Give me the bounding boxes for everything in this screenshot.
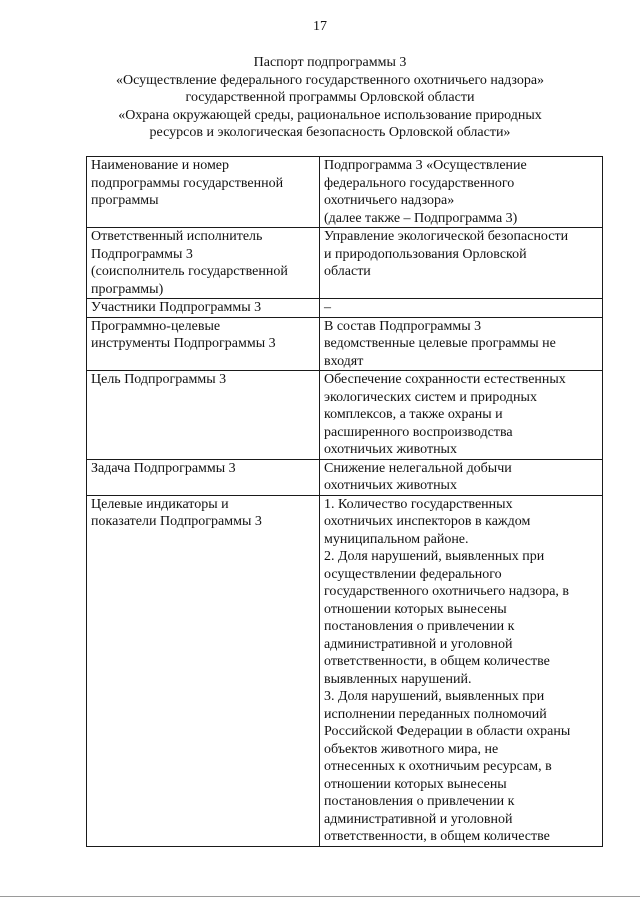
title-line: ресурсов и экологическая безопасность Орловской области» [149, 125, 511, 140]
row-value-line: ведомственные целевые программы не [324, 336, 556, 351]
row-label-line: подпрограммы государственной [91, 175, 284, 191]
row-value-cell [320, 495, 603, 846]
row-value-cell [320, 157, 603, 228]
row-value-line: федерального государственного [324, 175, 515, 191]
row-value-line: Российской Федерации в области охраны [324, 724, 571, 739]
row-value-line: 1. Количество государственных [324, 496, 513, 512]
table-row [87, 157, 603, 228]
row-value-line: выявленных нарушений. [324, 671, 472, 687]
row-value-line: административной и уголовной [324, 811, 513, 827]
row-value-line: Подпрограмма 3 «Осуществление [324, 158, 527, 173]
table-row [87, 495, 603, 846]
row-value-line: административной и уголовной [324, 636, 513, 652]
row-value-line: постановления о привлечении к [324, 794, 515, 809]
row-value-line: 3. Доля нарушений, выявленных при [324, 689, 545, 704]
row-label-line: показатели Подпрограммы 3 [91, 514, 262, 529]
title-line: «Осуществление федерального государственного охотничьего надзора» [115, 72, 545, 88]
row-value-line: объектов животного мира, не [324, 741, 499, 757]
row-label-line: Целевые индикаторы и [91, 496, 229, 512]
row-value-cell [320, 228, 603, 299]
row-value-line: экологических систем и природных [324, 389, 537, 405]
row-value-line: расширенного воспроизводства [324, 424, 513, 440]
title-line: государственной программы Орловской области [185, 90, 475, 105]
row-label-line: программы [91, 193, 159, 208]
row-value-line: постановления о привлечении к [324, 619, 515, 634]
passport-table-body [87, 157, 603, 847]
table-row [87, 459, 603, 495]
row-value-line: Снижение нелегальной добычи [324, 460, 512, 476]
row-value-line: охотничьих животных [324, 478, 457, 493]
page-bottom-edge [0, 896, 640, 897]
row-value-line: ответственности, в общем количестве [324, 829, 550, 844]
row-value-line: охотничьих животных [324, 442, 457, 457]
row-label-line: инструменты Подпрограммы 3 [91, 336, 276, 351]
row-value-line: В состав Подпрограммы 3 [324, 318, 482, 334]
row-value-line: ответственности, в общем количестве [324, 654, 550, 669]
row-value-line: комплексов, а также охраны и [324, 407, 503, 422]
table-row [87, 317, 603, 371]
row-label-cell [87, 157, 320, 228]
row-value-line: 2. Доля нарушений, выявленных при [324, 549, 545, 564]
row-value-line: исполнении переданных полномочий [324, 706, 547, 722]
row-value-line: муниципальном районе. [324, 531, 469, 547]
row-value-line: осуществлении федерального [324, 566, 502, 582]
table-row [87, 228, 603, 299]
row-value-line: Обеспечение сохранности естественных [324, 372, 566, 387]
row-label-line: Участники Подпрограммы 3 [91, 300, 262, 315]
row-value-cell [320, 371, 603, 460]
row-value-line: входят [324, 353, 364, 369]
row-value-line: (далее также – Подпрограмма 3) [324, 210, 518, 226]
title-line: Паспорт подпрограммы 3 [253, 55, 407, 70]
row-label-line: Задача Подпрограммы 3 [91, 460, 236, 476]
row-value-line: и природопользования Орловской [324, 246, 527, 262]
passport-table [86, 156, 603, 847]
row-label-line: Наименование и номер [91, 158, 230, 173]
row-label-line: Цель Подпрограммы 3 [91, 372, 227, 387]
row-value-line: отнесенных к охотничьим ресурсам, в [324, 759, 552, 774]
row-label-cell [87, 299, 320, 318]
row-value-line: отношении которых вынесены [324, 601, 507, 617]
row-label-cell [87, 317, 320, 371]
row-label-cell [87, 371, 320, 460]
row-label-line: Программно-целевые [91, 318, 221, 334]
row-value-cell [320, 317, 603, 371]
row-label-line: Ответственный исполнитель [91, 229, 263, 244]
row-label-line: (соисполнитель государственной [91, 264, 288, 279]
table-row [87, 371, 603, 460]
row-label-cell [87, 228, 320, 299]
row-label-cell [87, 495, 320, 846]
row-label-line: программы) [91, 281, 164, 297]
row-value-line: охотничьих инспекторов в каждом [324, 514, 531, 529]
row-value-line: отношении которых вынесены [324, 776, 507, 792]
row-value-line: охотничьего надзора» [324, 193, 455, 208]
row-value-line: государственного охотничьего надзора, в [324, 584, 570, 599]
row-value-cell [320, 459, 603, 495]
page-number: 17 [313, 19, 327, 34]
table-row [87, 299, 603, 318]
row-label-line: Подпрограммы 3 [91, 246, 193, 262]
title-line: «Охрана окружающей среды, рациональное использование природных [118, 107, 542, 123]
row-label-cell [87, 459, 320, 495]
document-title [60, 54, 600, 142]
row-value-line: – [324, 300, 331, 315]
row-value-line: области [324, 264, 371, 279]
row-value-line: Управление экологической безопасности [324, 229, 569, 244]
row-value-cell [320, 299, 603, 318]
